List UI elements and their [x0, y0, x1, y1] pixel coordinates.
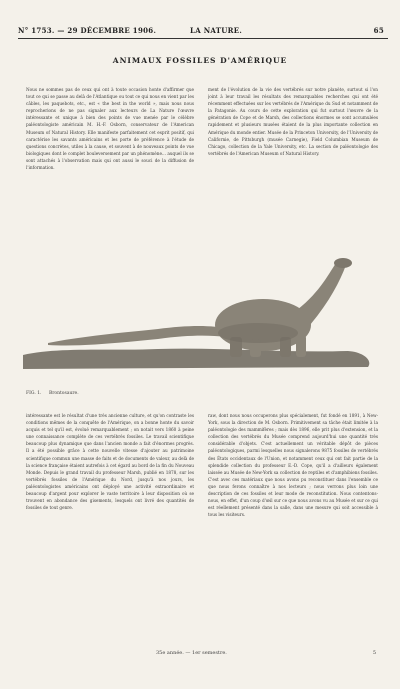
- dinosaur-head: [334, 258, 352, 268]
- figure-caption: [26, 391, 85, 396]
- article-column-2: ment de l'évolution de la vie des vertébrés sur notre planète, surtout si l'on joint à leur travail les résultats des remarquables recherches qui ont été récemment effectuées sur les vertébrés de l'Amérique du Sud et notamment de la Patagonie. Au cours de cette exploration qui fut surtout l'œuvre de la génération de Cope et de Marsh, des collections énormes se sont accumulées rapidement et plusieurs musées étaient de la plus importante collection en Amérique du monde entier. Musée de la Princeton University, de l'University de Californie, de Pittsburgh (musée Carnegie), Field Columbian Museum de Chicago, collection de la Yale University, etc. La section de paléontologie des vertébrés de l'American Museum of Natural History.: [208, 87, 378, 156]
- figure-caption-text: Brontosaure.: [48, 391, 79, 396]
- header-rule: [18, 38, 388, 39]
- brontosaurus-figure: [18, 255, 383, 380]
- journal-title: LA NATURE.: [190, 26, 243, 35]
- signature-mark: 5: [372, 650, 376, 656]
- figure-ground: [23, 349, 369, 369]
- issue-number: N° 1753. — 29 DÉCEMBRE 1906.: [18, 26, 157, 35]
- article-column-3: intéressante est le résultat d'une très ancienne culture, et qu'on contraste les conditions mêmes de la conquête de l'Amérique, on a bonne honte du savoir acquis et tel qu'il est, évolué remarquablement ; on notait vers 1860 à peine une connaissance complète de ces vertébrés fossiles. Le travail scientifique beaucoup plus dynamique que dans l'ancien monde a fait d'énormes progrès. Il a été possible grâce à cette nouvelle vitesse d'ajouter au patrimoine scientifique commun une masse de faits et de documents de valeur, au delà de la science française étaient autrefois à cet égard au bord de la fin du Nouveau Monde. Depuis le grand travail du professeur Marsh, publié en 1878, sur les vertébrés fossiles de l'Amérique du Nord, jusqu'à nos jours, les paléontologistes américains ont déployé une activité extraordinaire et beaucoup d'argent pour explorer le vaste territoire à leur disposition où se trouvent en abondance des gisements, lesquels ont livré des quantités de fossiles de tout genre.: [26, 413, 194, 511]
- page-header: [18, 26, 390, 38]
- article-column-1: Nous ne sommes pas de ceux qui ont à toute occasion honte d'affirmer que tout ce qui se passe au delà de l'Atlantique ou tout ce qui nous en vient par les câbles, les paquebots, etc., est « the best in the world », mais nous nous reprocherions de ne pas signaler aux lecteurs de La Nature l'œuvre intéressante et unique à bien des points de vue menée par le célèbre paléontologiste américain M. H.-F. Osborn, conservateur de l'American Museum of Natural History. Elle manifeste parfaitement cet esprit positif, qui caractérise les savants américains et les porte de préférence à l'étude de questions concrètes, utiles à la cause, et souvent à de nouveaux points de vue biologiques dont le complet bouleversement par un phénomène... auquel ils se sont attachés à l'observation mais qui ont aussi le souci de la diffusion de l'information.: [26, 87, 194, 171]
- article-column-4: raw, dont nous nous occuperons plus spécialement, fut fondé en 1891, à New-York, sous la direction de M. Osborn. Primitivement sa tâche était limitée à la paléontologie des mammifères ; mais dès 1896, elle prit plus d'extension, et la collection des vertébrés du Musée comprend aujourd'hui une quantité très considérable d'objets. C'est actuellement un véritable dépôt de pièces paléontologiques, parmi lesquelles nous signalerons 9875 fossiles de vertébrés des États occidentaux de l'Union, et notamment ceux qui ont fait partie de la splendide collection du professeur E.-D. Cope, qu'il a d'ailleurs également laissée au Musée de New-York sa collection de reptiles et d'amphibiens fossiles. C'est avec ces matériaux que nous avons pu reconstituer dans l'ensemble ce que nous ferons connaître à nos lecteurs ; nous verrons plus loin une description de ces fossiles et leur mode de reconstitution. Nous contentons-nous, en effet, d'un coup d'œil sur ce que nous avons vu au Musée et sur ce qui est réellement présenté dans la salle, dans une mesure qui soit accessible à tous les visiteurs.: [208, 413, 378, 518]
- article-title: ANIMAUX FOSSILES D'AMÉRIQUE: [112, 56, 288, 65]
- dinosaur-front-leg-2: [296, 335, 306, 357]
- volume-info: 35e année. — 1er semestre.: [156, 650, 227, 656]
- page-number: 65: [373, 26, 384, 35]
- figure-label: FIG. 1.: [26, 391, 42, 396]
- body-shadow: [218, 323, 298, 343]
